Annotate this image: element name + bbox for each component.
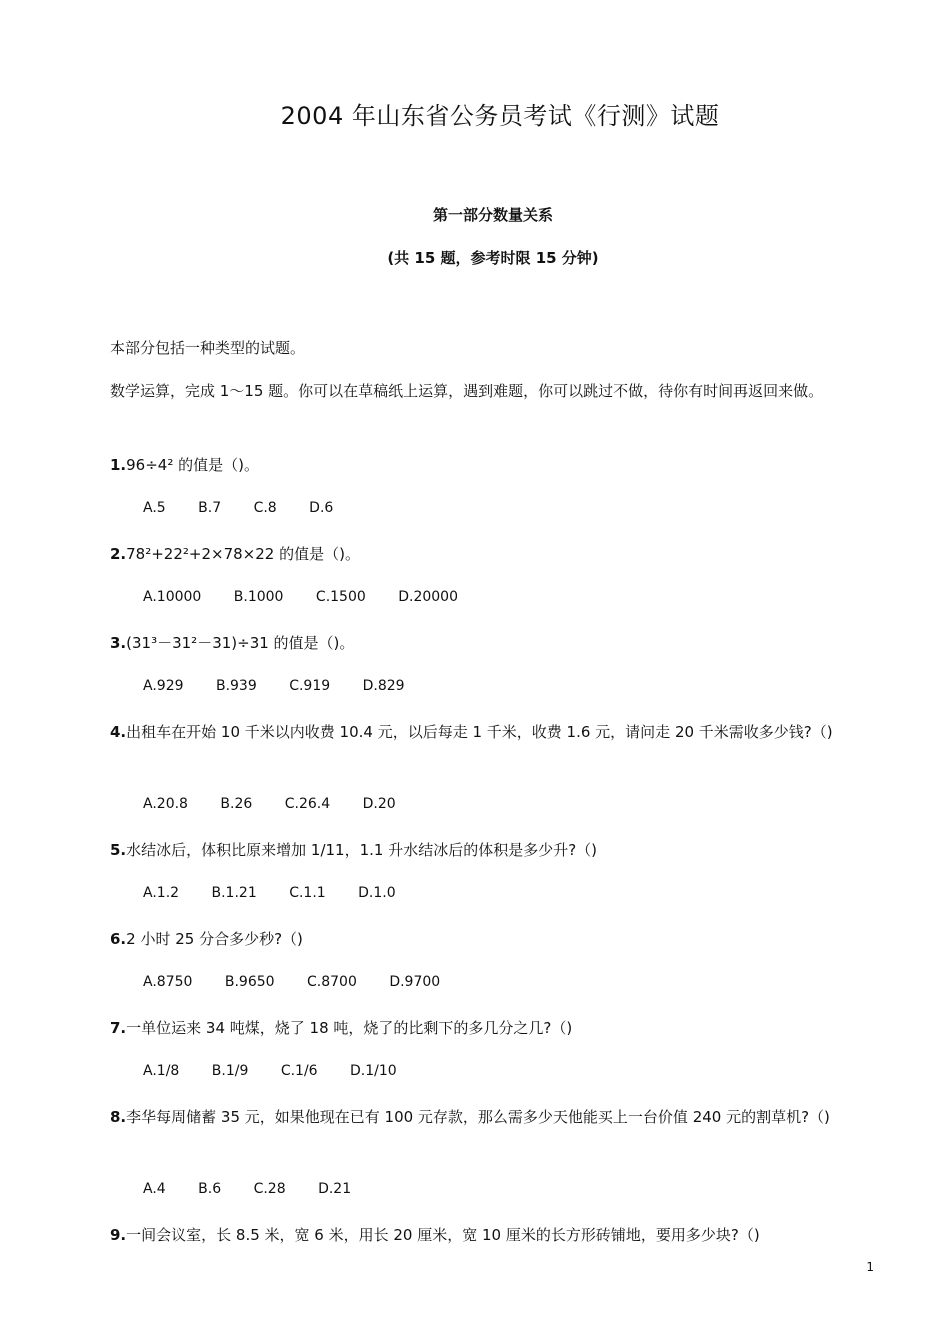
question-8-options: [143, 1181, 379, 1197]
option-d: D.21: [318, 1181, 352, 1197]
question-2-options: [143, 589, 486, 605]
option-b: B.1.21: [211, 885, 257, 901]
intro-paragraph-1: 本部分包括一种类型的试题。: [110, 339, 306, 357]
option-b: B.1000: [233, 589, 284, 605]
option-c: C.1.1: [289, 885, 326, 901]
option-b: B.1/9: [211, 1063, 249, 1079]
question-6: [110, 925, 880, 954]
option-a: A.5: [143, 500, 166, 516]
option-a: A.8750: [143, 974, 193, 990]
section-note: (共 15 题，参考时限 15 分钟): [387, 249, 599, 267]
question-2: [110, 540, 880, 569]
question-text: 96÷4² 的值是（)。: [126, 456, 259, 474]
question-text: 一间会议室，长 8.5 米，宽 6 米，用长 20 厘米，宽 10 厘米的长方形砖铺地，要用多少块?（): [126, 1226, 760, 1244]
question-1: [110, 451, 880, 480]
option-d: D.829: [362, 678, 405, 694]
option-c: C.8: [253, 500, 277, 516]
question-number: 8.: [110, 1108, 127, 1126]
option-c: C.28: [253, 1181, 286, 1197]
option-a: A.929: [143, 678, 184, 694]
question-text: 2 小时 25 分合多少秒?（): [126, 930, 303, 948]
option-b: B.9650: [224, 974, 275, 990]
question-number: 2.: [110, 545, 127, 563]
question-number: 7.: [110, 1019, 127, 1037]
option-c: C.919: [289, 678, 331, 694]
option-c: C.26.4: [284, 796, 331, 812]
option-a: A.20.8: [143, 796, 188, 812]
question-text: 水结冰后，体积比原来增加 1/11，1.1 升水结冰后的体积是多少升?（): [126, 841, 598, 859]
question-3: [110, 629, 880, 658]
question-number: 4.: [110, 723, 127, 741]
question-6-options: [143, 974, 468, 990]
question-7: [110, 1014, 880, 1043]
question-9: [110, 1221, 880, 1250]
question-number: 3.: [110, 634, 127, 652]
question-number: 9.: [110, 1226, 127, 1244]
option-b: B.26: [220, 796, 253, 812]
option-b: B.7: [198, 500, 222, 516]
option-c: C.1/6: [280, 1063, 318, 1079]
question-number: 5.: [110, 841, 127, 859]
option-d: D.9700: [389, 974, 441, 990]
question-5: [110, 836, 880, 865]
option-c: C.1500: [315, 589, 366, 605]
question-number: 6.: [110, 930, 127, 948]
option-b: B.6: [198, 1181, 222, 1197]
option-d: D.1.0: [358, 885, 396, 901]
option-d: D.20: [362, 796, 396, 812]
question-number: 1.: [110, 456, 127, 474]
intro-paragraph-2: 数学运算，完成 1～15 题。你可以在草稿纸上运算，遇到难题，你可以跳过不做，待你有时间再返回来做。: [110, 382, 824, 400]
option-a: A.10000: [143, 589, 202, 605]
question-1-options: [143, 500, 361, 516]
question-7-options: [143, 1063, 425, 1079]
option-a: A.4: [143, 1181, 166, 1197]
option-a: A.1.2: [143, 885, 180, 901]
question-text: 78²+22²+2×78×22 的值是（)。: [126, 545, 360, 563]
question-4-options: [143, 796, 424, 812]
option-d: D.20000: [398, 589, 459, 605]
question-8: [78, 1103, 878, 1132]
option-d: D.1/10: [350, 1063, 397, 1079]
document-title: 2004 年山东省公务员考试《行测》试题: [280, 102, 720, 130]
question-text: (31³－31²－31)÷31 的值是（)。: [126, 634, 355, 652]
question-3-options: [143, 678, 433, 694]
section-title: 第一部分数量关系: [432, 206, 553, 224]
option-a: A.1/8: [143, 1063, 180, 1079]
question-text: 出租车在开始 10 千米以内收费 10.4 元，以后每走 1 千米，收费 1.6 元，请问走 20 千米需收多少钱?（): [126, 723, 833, 741]
question-text: 一单位运来 34 吨煤，烧了 18 吨，烧了的比剩下的多几分之几?（): [126, 1019, 573, 1037]
option-c: C.8700: [307, 974, 357, 990]
page-number: 1: [866, 1260, 874, 1274]
option-d: D.6: [309, 500, 334, 516]
question-text: 李华每周储蓄 35 元，如果他现在已有 100 元存款，那么需多少天他能买上一台价值 240 元的割草机?（): [126, 1108, 830, 1126]
question-4: [78, 718, 878, 747]
option-b: B.939: [215, 678, 257, 694]
question-5-options: [143, 885, 424, 901]
